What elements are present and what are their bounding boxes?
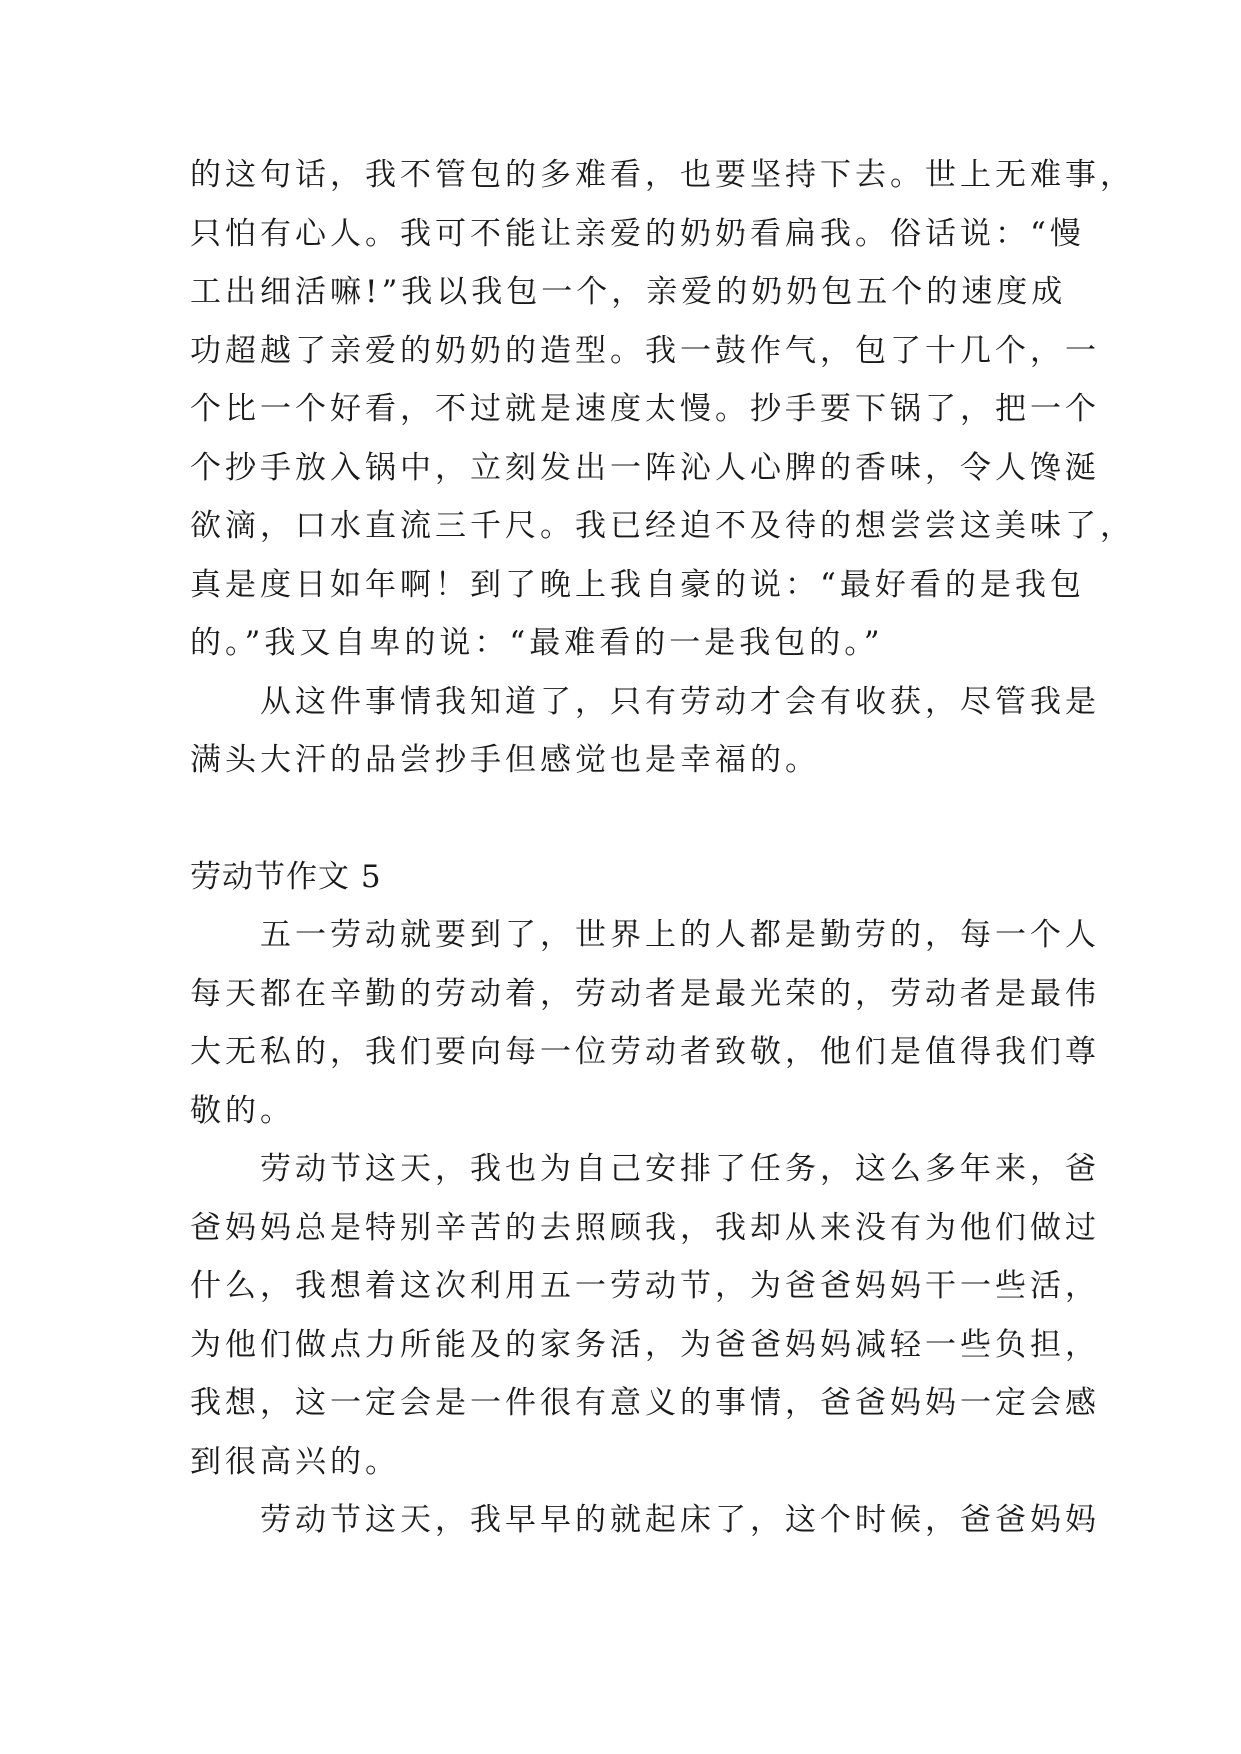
text-line: 我想，这一定会是一件很有意义的事情，爸爸妈妈一定会感 — [190, 1385, 1100, 1421]
paragraph-conclusion — [190, 673, 1100, 790]
text-line: 为他们做点力所能及的家务活，为爸爸妈妈减轻一些负担， — [190, 1326, 1100, 1363]
text-line: 劳动节这天，我早早的就起床了，这个时候，爸爸妈妈 — [260, 1502, 1100, 1538]
document-body — [190, 146, 1135, 1550]
text-line: 个抄手放入锅中，立刻发出一阵沁人心脾的香味，令人馋涎 — [190, 449, 1100, 486]
text-line: 大无私的，我们要向每一位劳动者致敬，他们是值得我们尊 — [190, 1034, 1100, 1070]
paragraph-1 — [190, 906, 1100, 1140]
text-line: 劳动节这天，我也为自己安排了任务，这么多年来，爸 — [260, 1151, 1100, 1187]
paragraph-2 — [190, 1140, 1100, 1491]
text-line: 个比一个好看，不过就是速度太慢。抄手要下锅了，把一个 — [190, 391, 1100, 427]
text-line: 什么，我想着这次利用五一劳动节，为爸爸妈妈干一些活， — [190, 1268, 1100, 1304]
text-line: 爸妈妈总是特别辛苦的去照顾我，我却从来没有为他们做过 — [190, 1209, 1100, 1246]
text-line: 只怕有心人。我可不能让亲爱的奶奶看扁我。俗话说：“慢 — [190, 215, 1085, 252]
text-line: 满头大汗的品尝抄手但感觉也是幸福的。 — [190, 742, 820, 778]
text-line: 工出细活嘛!”我以我包一个，亲爱的奶奶包五个的速度成 — [190, 274, 1067, 310]
text-line: 的。”我又自卑的说：“最难看的一是我包的。” — [190, 625, 884, 661]
text-line: 的这句话，我不管包的多难看，也要坚持下去。世上无难事， — [190, 157, 1135, 193]
text-line: 真是度日如年啊！到了晚上我自豪的说：“最好看的是我包 — [190, 566, 1085, 603]
text-line: 敬的。 — [190, 1092, 295, 1129]
paragraph-3 — [190, 1491, 1100, 1550]
essay-title: 劳动节作文 5 — [190, 858, 382, 895]
section-spacer — [190, 790, 1052, 848]
text-line: 五一劳动就要到了，世界上的人都是勤劳的，每一个人 — [260, 917, 1100, 953]
text-line: 每天都在辛勤的劳动着，劳动者是最光荣的，劳动者是最伟 — [190, 975, 1100, 1012]
text-line: 从这件事情我知道了，只有劳动才会有收获，尽管我是 — [260, 683, 1100, 720]
paragraph-continuation — [190, 146, 1135, 673]
text-line: 功超越了亲爱的奶奶的造型。我一鼓作气，包了十几个，一 — [190, 332, 1100, 369]
text-line: 到很高兴的。 — [190, 1443, 400, 1480]
text-line: 欲滴，口水直流三千尺。我已经迫不及待的想尝尝这美味了， — [190, 508, 1135, 544]
